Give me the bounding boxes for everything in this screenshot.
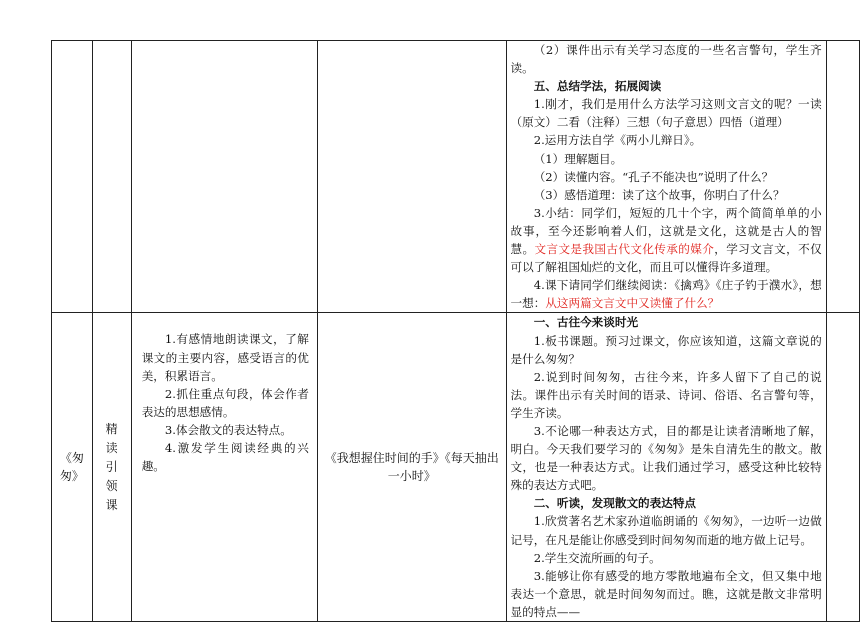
paragraph: （2）读懂内容。“孔子不能决也”说明了什么？ — [533, 169, 774, 184]
highlight-question: 从这两篇文言文中又读懂了什么？ — [545, 296, 720, 311]
cell-reading-empty — [317, 41, 506, 313]
table-row — [52, 41, 860, 313]
lesson-type-char: 领 — [105, 478, 118, 493]
cell-lesson-type — [92, 313, 131, 622]
cell-process-row2 — [506, 313, 826, 622]
section-heading: 一、古往今来谈时光 — [533, 315, 639, 330]
lesson-type-char: 引 — [105, 459, 118, 474]
lesson-plan-table — [51, 40, 860, 622]
paragraph: 3.能够让你有感受的地方零散地遍布全文，但又集中地表达一个意思，就是时间匆匆而过。瞧，这就是散文非常明显的特点—— — [510, 568, 822, 619]
lesson-type-label — [105, 420, 119, 515]
process-content — [511, 41, 822, 204]
section-heading: 五、总结学法，拓展阅读 — [533, 79, 662, 94]
table-row — [52, 313, 860, 622]
paragraph: 2.运用方法自学《两小儿辩日》。 — [533, 133, 702, 148]
objectives-list — [142, 330, 309, 475]
cell-objectives-empty — [131, 41, 317, 313]
homework-paragraph: 4.课下请同学们继续阅读：《擒鸡》《庄子钓于濮水》，想一想：从这两篇文言文中又读懂了什么？ — [510, 278, 822, 311]
lesson-type-char: 课 — [105, 497, 118, 512]
cell-notes-empty — [826, 41, 859, 313]
objective-item: 3.体会散文的表达特点。 — [164, 422, 292, 437]
cell-extended-reading — [317, 313, 506, 622]
process-content — [511, 313, 822, 621]
cell-type-empty — [92, 41, 131, 313]
paragraph: 2.学生交流所画的句子。 — [533, 550, 661, 565]
extended-reading: 《我想握住时间的手》《每天抽出一小时》 — [324, 451, 499, 484]
lesson-type-char: 读 — [105, 440, 118, 455]
objective-item: 1.有感情地朗读课文，了解课文的主要内容，感受语言的优美，积累语言。 — [141, 332, 309, 383]
objective-item: 4.激发学生阅读经典的兴趣。 — [141, 440, 309, 474]
highlight-text: 文言文是我国古代文化传承的媒介 — [534, 242, 715, 257]
lesson-type-char: 精 — [105, 421, 118, 436]
paragraph: （3）感悟道理：读了这个故事，你明白了什么？ — [533, 187, 785, 202]
lesson-title: 《匆匆》 — [59, 451, 84, 484]
cell-process-row1 — [506, 41, 826, 313]
paragraph: 1.欣赏著名艺术家孙道临朗诵的《匆匆》，一边听一边做记号，在凡是能让你感受到时间匆匆而逝的地方做上记号。 — [510, 514, 822, 547]
cell-lesson-empty — [52, 41, 93, 313]
paragraph: 1.刚才，我们是用什么方法学习这则文言文的呢？一读（原文）二看（注释）三想（句子意思）四悟（道理） — [510, 97, 822, 130]
paragraph: （2）课件出示有关学习态度的一些名言警句，学生齐读。 — [510, 43, 822, 76]
paragraph: 2.说到时间匆匆，古往今来，许多人留下了自己的说法。课件出示有关时间的语录、诗词、俗语、名言警句等，学生齐读。 — [510, 369, 822, 420]
cell-lesson-title — [52, 313, 93, 622]
objective-item: 2.抓住重点句段，体会作者表达的思想感情。 — [141, 386, 309, 419]
summary-paragraph: 3.小结：同学们，短短的几十个字，两个简简单单的小故事，至今还影响着人们，这就是文化，这就是古人的智慧。文言文是我国古代文化传承的媒介，学习文言文，不仅可以了解祖国灿烂的文化，而且可以懂得许多道理。 — [510, 205, 822, 275]
paragraph: 1.板书课题。预习过课文，你应该知道，这篇文章说的是什么匆匆？ — [510, 333, 822, 366]
cell-objectives — [131, 313, 317, 622]
section-heading: 二、听读，发现散文的表达特点 — [533, 496, 697, 511]
paragraph: 3.不论哪一种表达方式，目的都是让读者清晰地了解，明白。今天我们要学习的《匆匆》是朱自清先生的散文。散文，也是一种表达方式。让我们通过学习，感受这种比较特殊的表达方式吧。 — [510, 423, 822, 493]
paragraph: （1）理解题目。 — [533, 151, 623, 166]
cell-notes-empty — [826, 313, 859, 622]
